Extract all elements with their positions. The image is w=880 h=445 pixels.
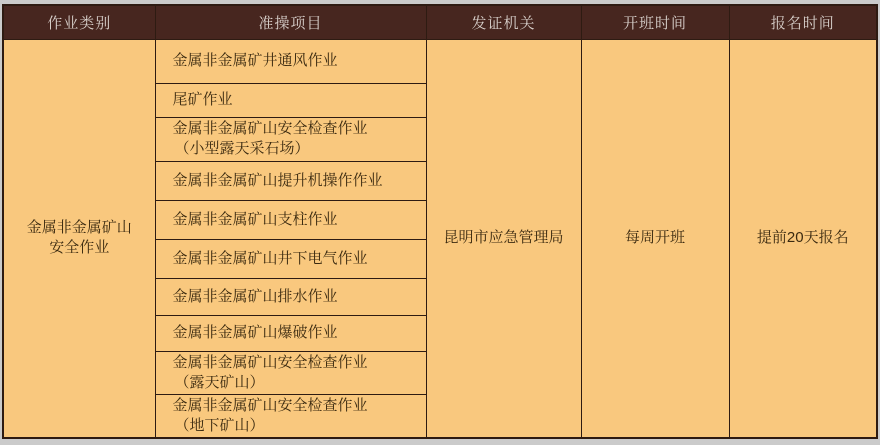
job-category-line1: 金属非金属矿山 (26, 219, 132, 236)
item-cell (155, 394, 426, 438)
item-cell (155, 117, 426, 161)
job-category-cell (3, 39, 155, 438)
item-cell (155, 200, 426, 239)
item-cell (155, 315, 426, 351)
item-label: 金属非金属矿山安全检查作业 (172, 353, 368, 371)
item-label: 金属非金属矿山提升机操作作业 (172, 171, 383, 189)
item-label: 金属非金属矿山安全检查作业 (172, 120, 368, 137)
header-cell-registration-time: 报名时间 (729, 5, 877, 39)
item-cell (155, 278, 426, 315)
item-cell (155, 239, 426, 278)
item-label: 金属非金属矿山井下电气作业 (172, 249, 368, 267)
header-cell-job-category: 作业类别 (3, 5, 155, 39)
class-start-time-cell: 每周开班 (581, 39, 729, 438)
item-cell (155, 83, 426, 117)
item-label-suffix: （小型露天采石场） (174, 140, 310, 157)
table-row (3, 39, 877, 83)
item-label: 尾矿作业 (172, 91, 233, 108)
item-label-suffix: （露天矿山） (174, 373, 265, 391)
item-label: 金属非金属矿山安全检查作业 (172, 396, 368, 414)
item-label-suffix: （地下矿山） (174, 416, 265, 434)
item-label: 金属非金属矿山支柱作业 (172, 210, 338, 228)
item-label: 金属非金属矿山排水作业 (172, 287, 338, 305)
item-cell (155, 351, 426, 394)
issuing-authority-cell: 昆明市应急管理局 (426, 39, 581, 438)
training-schedule-table (2, 4, 878, 439)
job-category-line2: 安全作业 (49, 239, 110, 256)
table-header-row (3, 5, 877, 39)
registration-time-cell: 提前20天报名 (729, 39, 877, 438)
item-label: 金属非金属矿山爆破作业 (172, 324, 338, 341)
item-cell (155, 161, 426, 200)
item-cell (155, 39, 426, 83)
header-cell-class-start-time: 开班时间 (581, 5, 729, 39)
item-label: 金属非金属矿井通风作业 (172, 52, 338, 69)
header-cell-issuing-authority: 发证机关 (426, 5, 581, 39)
header-cell-permitted-items: 准操项目 (155, 5, 426, 39)
